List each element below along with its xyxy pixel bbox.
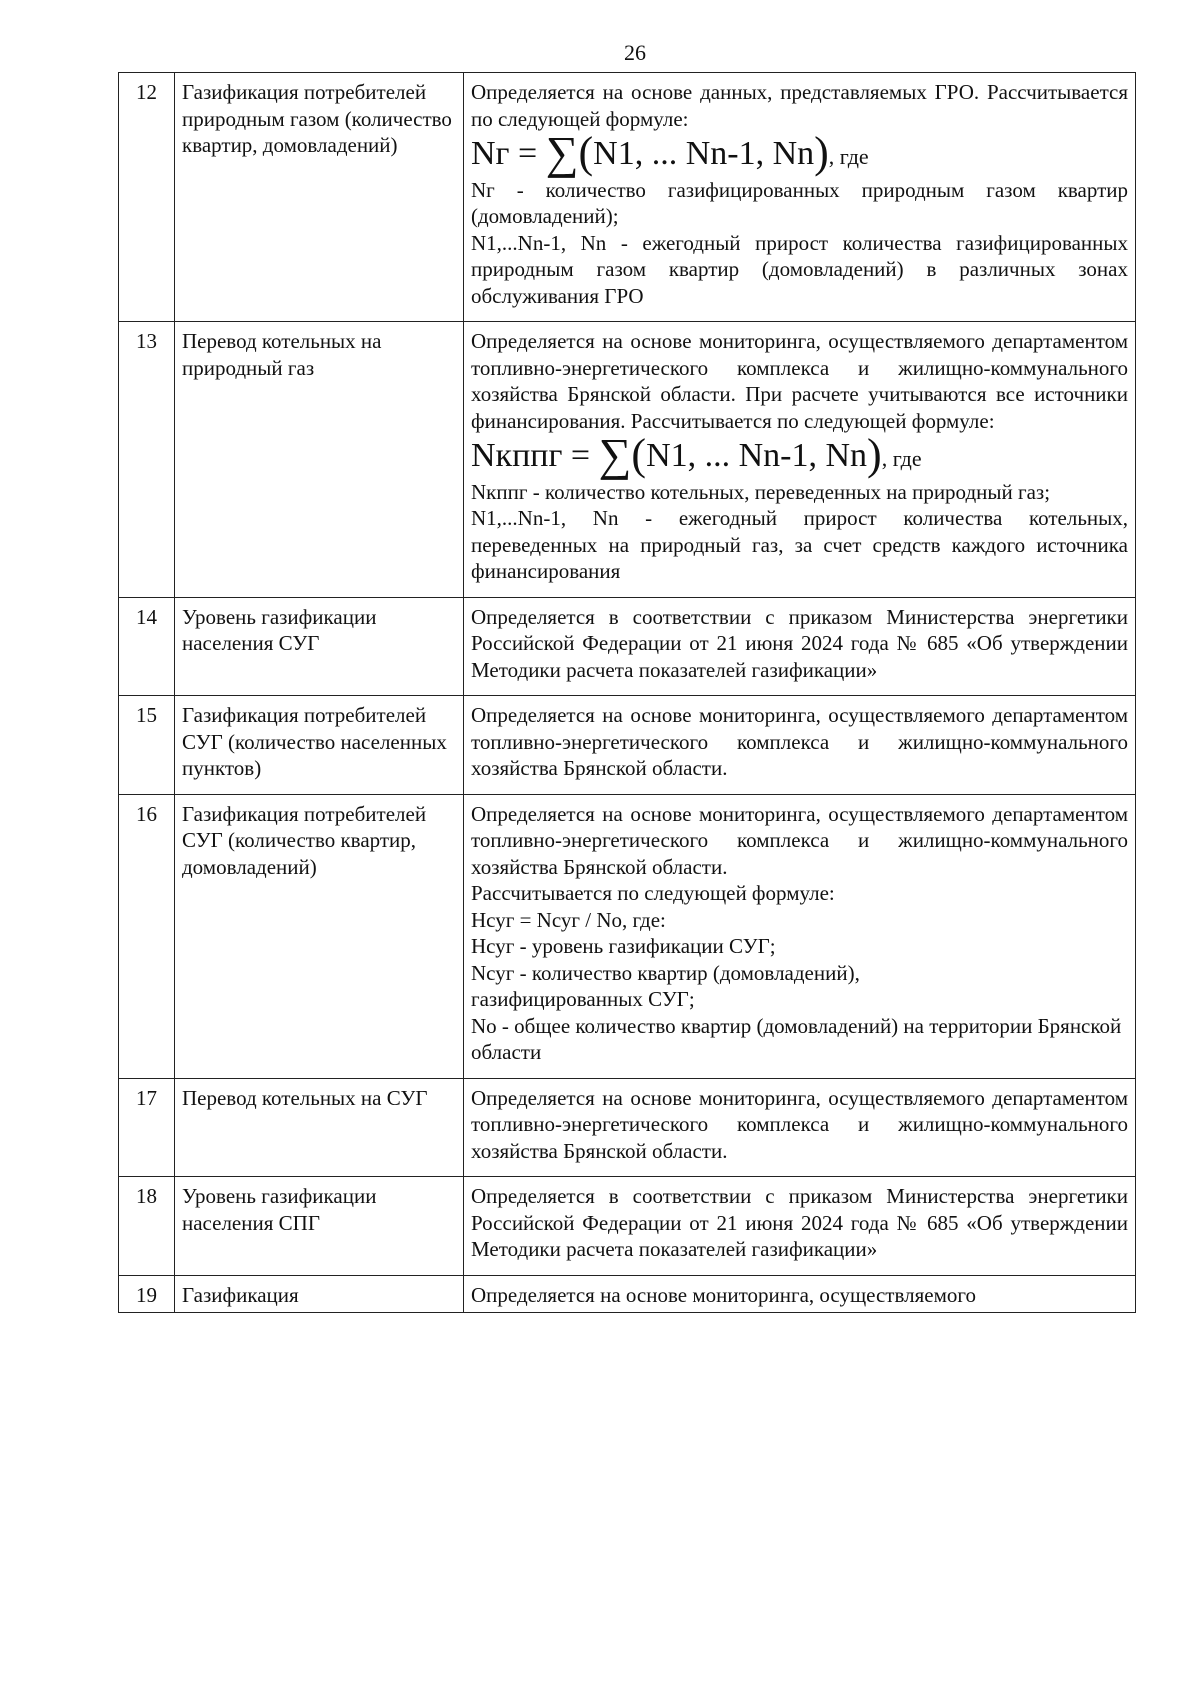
row-number: 12 [119,73,175,322]
table-row [119,1078,1136,1177]
indicator-method [464,794,1136,1078]
indicator-name: Газификация [175,1275,464,1313]
formula-tail: , где [828,144,869,169]
indicator-method: Определяется в соответствии с приказом Министерства энергетики Российской Федерации от 21 июня 2024 года № 685 «Об утверждении Методики расчета показателей газификации» [464,1177,1136,1276]
indicator-name: Уровень газификации населения СУГ [175,597,464,696]
equals-sign: = [562,437,599,474]
formula-lhs: Nкппг [471,437,563,474]
row-number: 18 [119,1177,175,1276]
indicator-method: Определяется на основе мониторинга, осуществляемого департаментом топливно-энергетического комплекса и жилищно-коммунального хозяйства Брянской области. [464,696,1136,795]
row-number: 17 [119,1078,175,1177]
row-number: 15 [119,696,175,795]
method-line: Рассчитывается по следующей формуле: [471,881,835,905]
sigma-symbol: ∑ [598,429,632,480]
sum-formula [471,127,1128,178]
sigma-symbol: ∑ [545,127,579,178]
indicator-name: Перевод котельных на СУГ [175,1078,464,1177]
method-line: Нсуг - уровень газификации СУГ; [471,934,776,958]
open-paren: ( [631,430,647,479]
row-number: 13 [119,322,175,598]
indicator-method [464,322,1136,598]
formula-legend: Nкппг - количество котельных, переведенных на природный газ; [471,479,1051,504]
table-row [119,597,1136,696]
method-text: Определяется на основе мониторинга, осуществляемого департаментом топливно-энергетического комплекса и жилищно-коммунального хозяйства Брянской области. [471,801,1128,879]
method-text: Определяется на основе данных, представляемых ГРО. Рассчитывается по следующей формуле: [471,80,1128,131]
indicator-name: Уровень газификации населения СПГ [175,1177,464,1276]
indicator-method: Определяется в соответствии с приказом Министерства энергетики Российской Федерации от 21 июня 2024 года № 685 «Об утверждении Методики расчета показателей газификации» [464,597,1136,696]
table-row [119,322,1136,598]
formula-body: N1, ... Nn-1, Nn [646,437,868,474]
formula-legend: Nг - количество газифицированных природным газом квартир (домовладений); [471,177,1128,228]
indicator-method: Определяется на основе мониторинга, осуществляемого [464,1275,1136,1313]
formula-lhs: Nг [471,135,510,172]
formula-body: N1, ... Nn-1, Nn [593,135,815,172]
indicator-method [464,73,1136,322]
formula-tail: , где [881,446,922,471]
row-number: 16 [119,794,175,1078]
page-number: 26 [624,40,646,65]
method-line: Нсуг = Nсуг / Nо, где: [471,907,666,932]
table-row [119,73,1136,322]
indicator-name: Газификация потребителей СУГ (количество квартир, домовладений) [175,794,464,1078]
open-paren: ( [578,128,594,177]
method-line: Nо - общее количество квартир (домовладений) на территории Брянской области [471,1013,1122,1064]
indicator-name: Перевод котельных на природный газ [175,322,464,598]
table-row [119,696,1136,795]
indicator-method: Определяется на основе мониторинга, осуществляемого департаментом топливно-энергетического комплекса и жилищно-коммунального хозяйства Брянской области. [464,1078,1136,1177]
indicator-name: Газификация потребителей СУГ (количество населенных пунктов) [175,696,464,795]
method-line: Nсуг - количество квартир (домовладений), газифицированных СУГ; [471,960,860,1011]
row-number: 19 [119,1275,175,1313]
row-number: 14 [119,597,175,696]
table-row [119,1177,1136,1276]
close-paren: ) [867,430,882,479]
close-paren: ) [814,128,829,177]
indicator-table [118,72,1136,1313]
method-text: Определяется на основе мониторинга, осуществляемого департаментом топливно-энергетического комплекса и жилищно-коммунального хозяйства Брянской области. При расчете учитываются все источники финансирования. Рассчитывается по следующей формуле: [471,329,1128,433]
table-row [119,1275,1136,1313]
sum-formula [471,429,1128,480]
formula-legend: N1,...Nn-1, Nn - ежегодный прирост количества газифицированных природным газом квартир (домовладений) в различных зонах обслуживания ГРО [471,230,1128,308]
formula-legend: N1,...Nn-1, Nn - ежегодный прирост количества котельных, переведенных на природный газ, за счет средств каждого источника финансирования [471,506,1128,583]
table-row [119,794,1136,1078]
equals-sign: = [509,135,546,172]
indicator-name: Газификация потребителей природным газом (количество квартир, домовладений) [175,73,464,322]
